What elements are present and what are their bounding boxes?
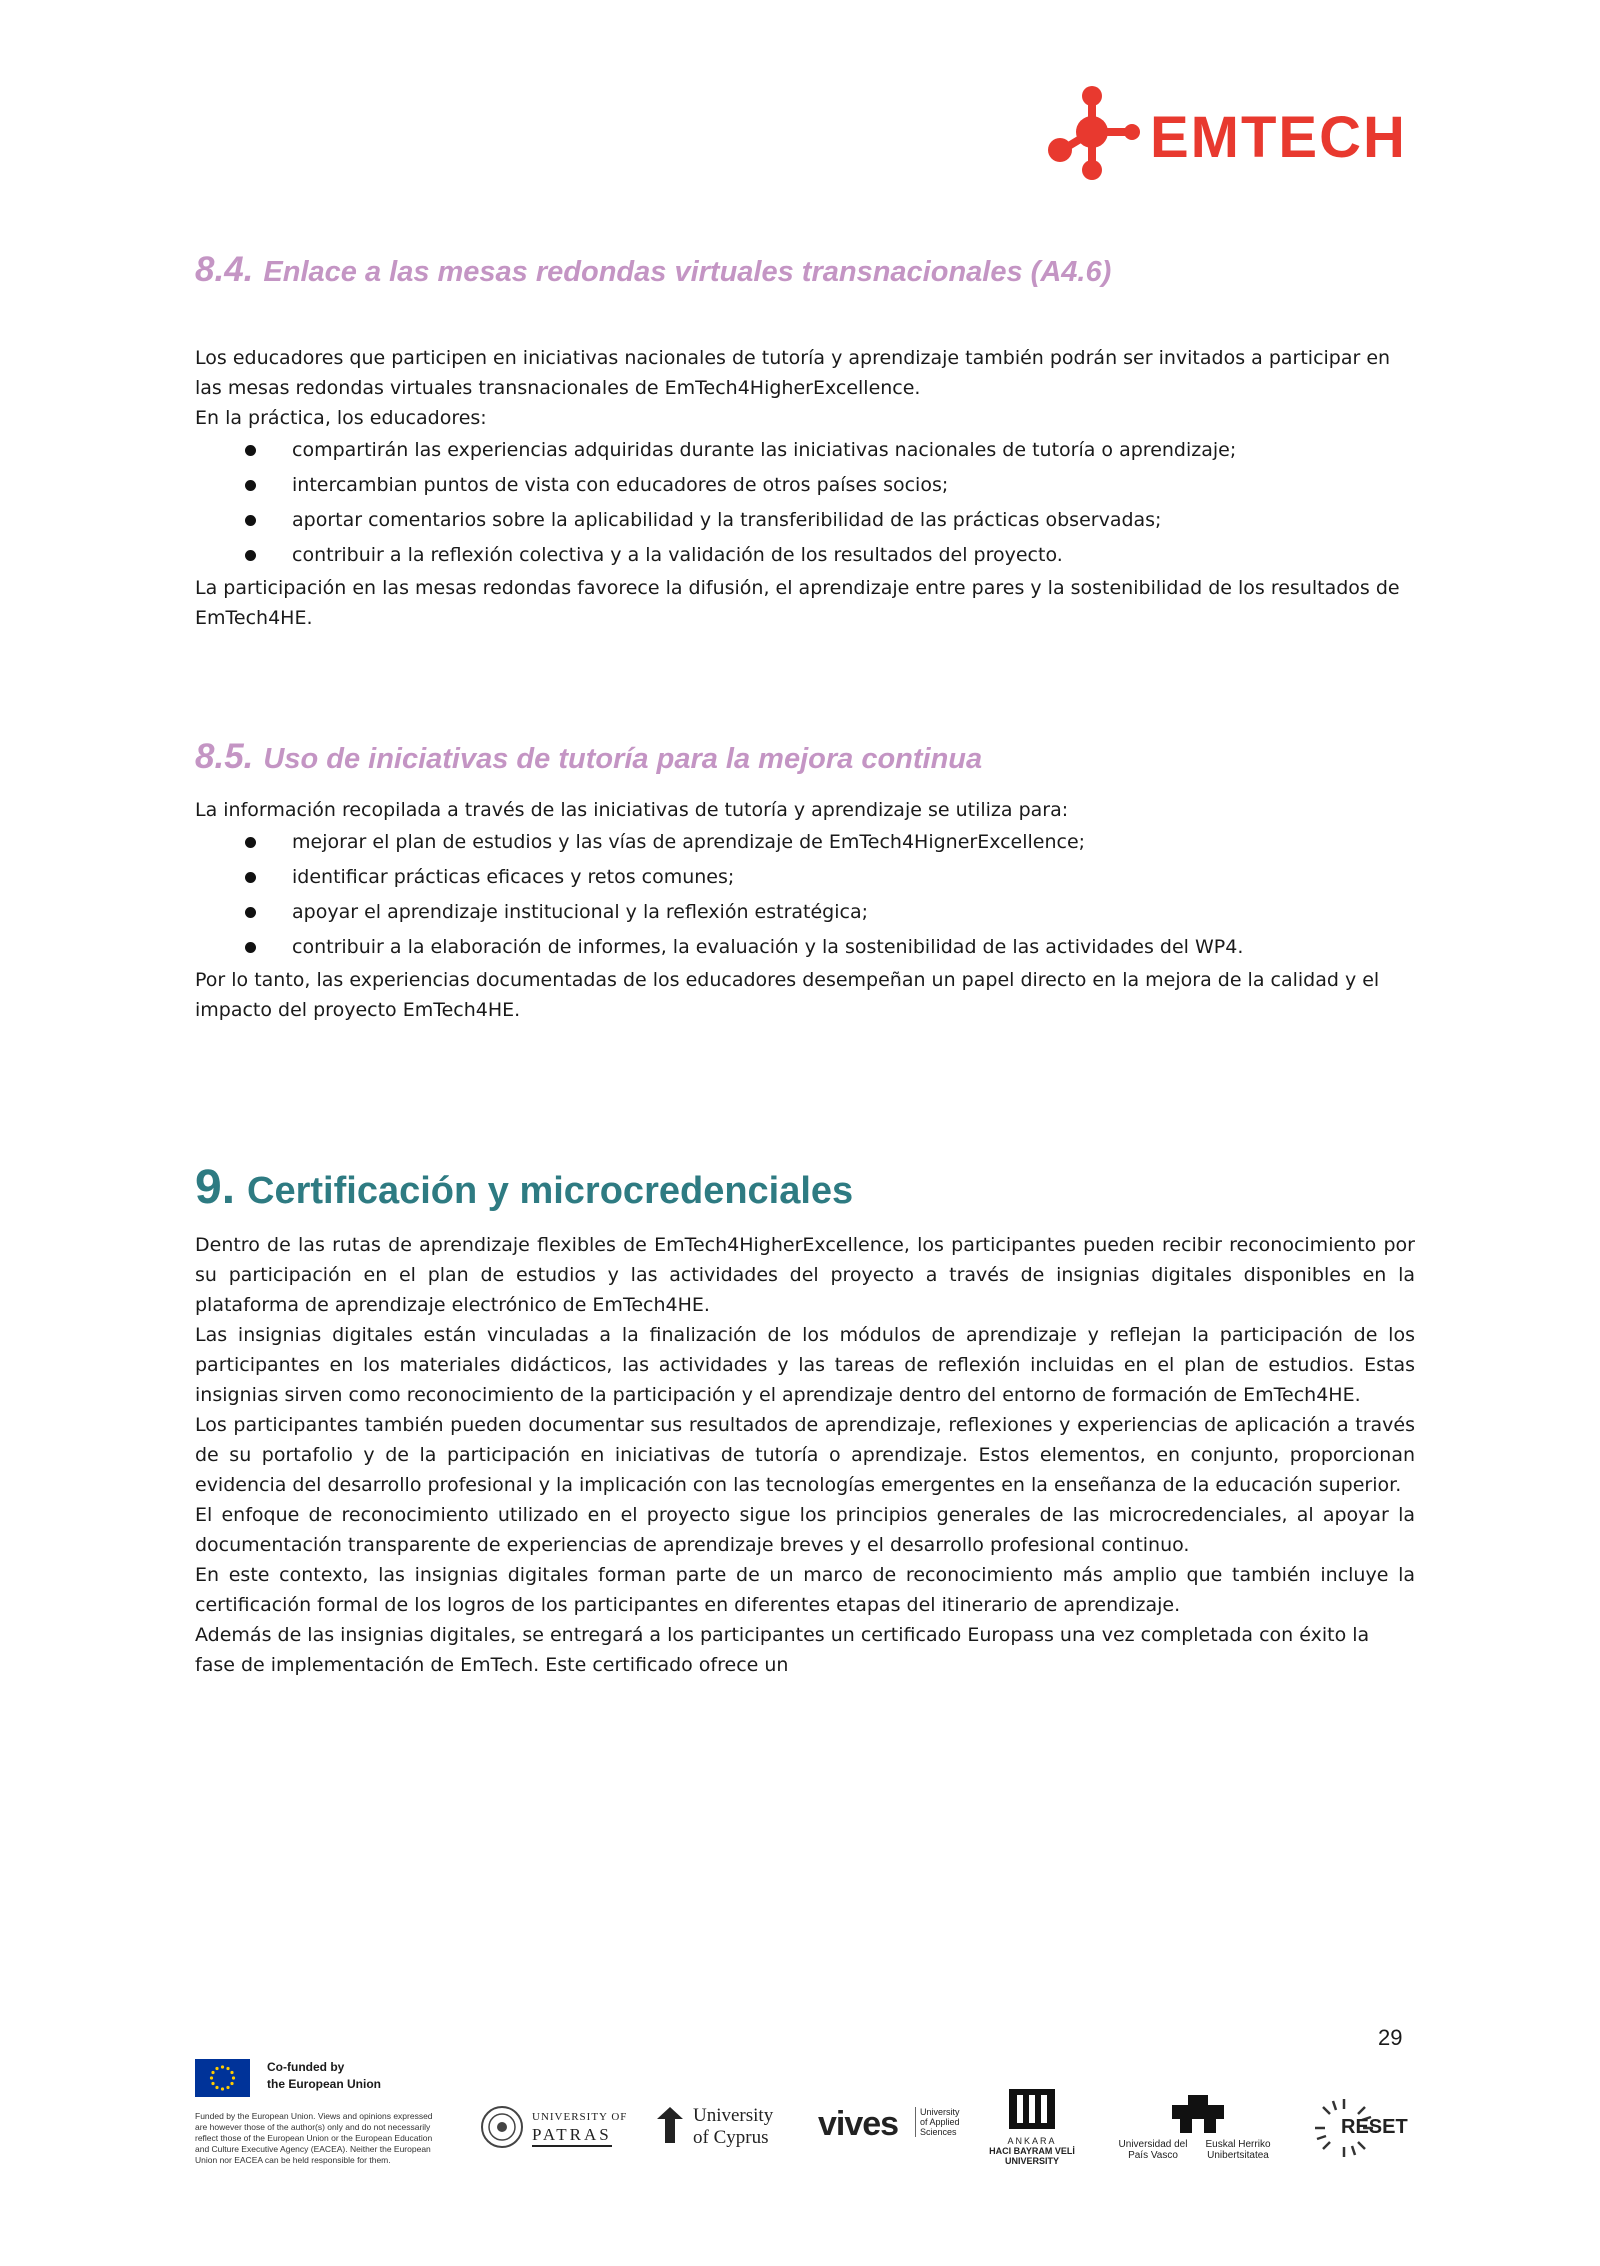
bullet-list [195, 825, 1415, 965]
section-8-4 [195, 250, 1415, 290]
list-item: contribuir a la reflexión colectiva y a la validación de los resultados del proyecto. [195, 538, 1415, 573]
list-item: aportar comentarios sobre la aplicabilidad y la transferibilidad de las prácticas observadas; [195, 503, 1415, 538]
upv-ehu-emblem-icon [1168, 2095, 1228, 2135]
chapter-heading [195, 1160, 1415, 1215]
emtech-logo [1040, 80, 1420, 185]
reset-wordmark: RESET [1341, 2116, 1408, 2138]
section-9-body [195, 1230, 1415, 1680]
paragraph: La participación en las mesas redondas favorece la difusión, el aprendizaje entre pares y la sostenibilidad de los resultados de EmTech4HE. [195, 577, 1400, 629]
list-item: apoyar el aprendizaje institucional y la reflexión estratégica; [195, 895, 1415, 930]
cyprus-emblem-icon [653, 2103, 687, 2147]
emtech-molecule-icon [1040, 80, 1145, 185]
paragraph: El enfoque de reconocimiento utilizado en el proyecto sigue los principios generales de las microcredenciales, al apoyar la documentación transparente de experiencias de aprendizaje breves y el desarrollo profesional continuo. [195, 1504, 1415, 1556]
cyprus-line-1: University [693, 2105, 774, 2126]
list-item: intercambian puntos de vista con educadores de otros países socios; [195, 468, 1415, 503]
chapter-number: 9. [195, 1161, 236, 1214]
section-8-5-body [195, 795, 1415, 1025]
ankara-hbv-icon [1007, 2087, 1057, 2131]
section-heading [195, 737, 1415, 777]
section-title: Enlace a las mesas redondas virtuales transnacionales (A4.6) [263, 256, 1112, 288]
paragraph: Los educadores que participen en iniciativas nacionales de tutoría y aprendizaje también podrán ser invitados a participar en las mesas redondas virtuales transnacionales de EmTech4HigherExcellence. [195, 347, 1391, 399]
vives-wordmark: vives [818, 2105, 899, 2143]
ankara-line-3: UNIVERSITY [1004, 2156, 1059, 2166]
patras-seal-icon [480, 2105, 524, 2149]
patras-line-1: UNIVERSITY OF [532, 2111, 628, 2123]
page-number: 29 [1378, 2025, 1403, 2050]
section-8-5 [195, 737, 1415, 777]
section-number: 8.4. [195, 250, 254, 289]
ankara-line-2: HACI BAYRAM VELİ [989, 2146, 1075, 2156]
chapter-title: Certificación y microcredenciales [247, 1170, 854, 1212]
eu-disclaimer: Funded by the European Union. Views and opinions expressed are however those of the author(s) only and do not necessarily reflect those of the European Union or the European Education and Culture Executive Agency (EACEA). Neither the European Union nor EACEA can be held responsible for them. [195, 2111, 433, 2165]
paragraph: Además de las insignias digitales, se entregará a los participantes un certificado Europass una vez completada con éxito la fase de implementación de EmTech. Este certificado ofrece un [195, 1624, 1370, 1676]
paragraph: La información recopilada a través de las iniciativas de tutoría y aprendizaje se utiliza para: [195, 799, 1069, 821]
eu-flag-icon [195, 2059, 250, 2097]
cyprus-line-2: of Cyprus [693, 2127, 769, 2148]
section-title: Uso de iniciativas de tutoría para la mejora continua [263, 743, 983, 775]
vives-subtitle: University of Applied Sciences [915, 2107, 964, 2137]
patras-line-2: PATRAS [532, 2125, 612, 2147]
paragraph: En la práctica, los educadores: [195, 407, 487, 429]
eu-line-2: the European Union [267, 2077, 381, 2091]
paragraph: Dentro de las rutas de aprendizaje flexibles de EmTech4HigherExcellence, los participantes pueden recibir reconocimiento por su participación en el plan de estudios y las actividades del proyecto a través de insignias digitales disponibles en la plataforma de aprendizaje electrónico de EmTech4HE. [195, 1234, 1415, 1316]
section-9 [195, 1160, 1415, 1215]
paragraph: En este contexto, las insignias digitales forman parte de un marco de reconocimiento más amplio que también incluye la certificación formal de los logros de los participantes en diferentes etapas del itinerario de aprendizaje. [195, 1564, 1415, 1616]
paragraph: Las insignias digitales están vinculadas a la finalización de los módulos de aprendizaje y reflejan la participación de los participantes en los materiales didácticos, las actividades y las tareas de reflexión incluidas en el plan de estudios. Estas insignias sirven como reconocimiento de la participación y el aprendizaje dentro del entorno de formación de EmTech4HE. [195, 1324, 1415, 1406]
list-item: mejorar el plan de estudios y las vías de aprendizaje de EmTech4HignerExcellence; [195, 825, 1415, 860]
upv-line-2: Euskal Herriko Unibertsitatea [1205, 2139, 1271, 2161]
section-heading [195, 250, 1415, 290]
logo-wordmark: EMTECH [1150, 105, 1407, 170]
list-item: compartirán las experiencias adquiridas durante las iniciativas nacionales de tutoría o aprendizaje; [195, 433, 1415, 468]
section-8-4-body [195, 343, 1415, 633]
bullet-list [195, 433, 1415, 573]
list-item: identificar prácticas eficaces y retos comunes; [195, 860, 1415, 895]
footer [195, 2055, 1425, 2215]
ankara-logo [977, 2087, 1087, 2166]
eu-line-1: Co-funded by [267, 2060, 345, 2074]
ankara-line-1: ANKARA [1007, 2136, 1057, 2146]
paragraph: Por lo tanto, las experiencias documentadas de los educadores desempeñan un papel directo en la mejora de la calidad y el impacto del proyecto EmTech4HE. [195, 969, 1380, 1021]
upv-line-1: Universidad del País Vasco [1118, 2139, 1188, 2161]
eu-cofunded-label [267, 2059, 381, 2093]
paragraph: Los participantes también pueden documentar sus resultados de aprendizaje, reflexiones y experiencias de aplicación a través de su portafolio y de la participación en iniciativas de tutoría o aprendizaje. Estos elementos, en conjunto, proporcionan evidencia del desarrollo profesional y la implicación con las tecnologías emergentes en la enseñanza de la educación superior. [195, 1414, 1415, 1496]
list-item: contribuir a la elaboración de informes, la evaluación y la sostenibilidad de las actividades del WP4. [195, 930, 1415, 965]
section-number: 8.5. [195, 737, 254, 776]
